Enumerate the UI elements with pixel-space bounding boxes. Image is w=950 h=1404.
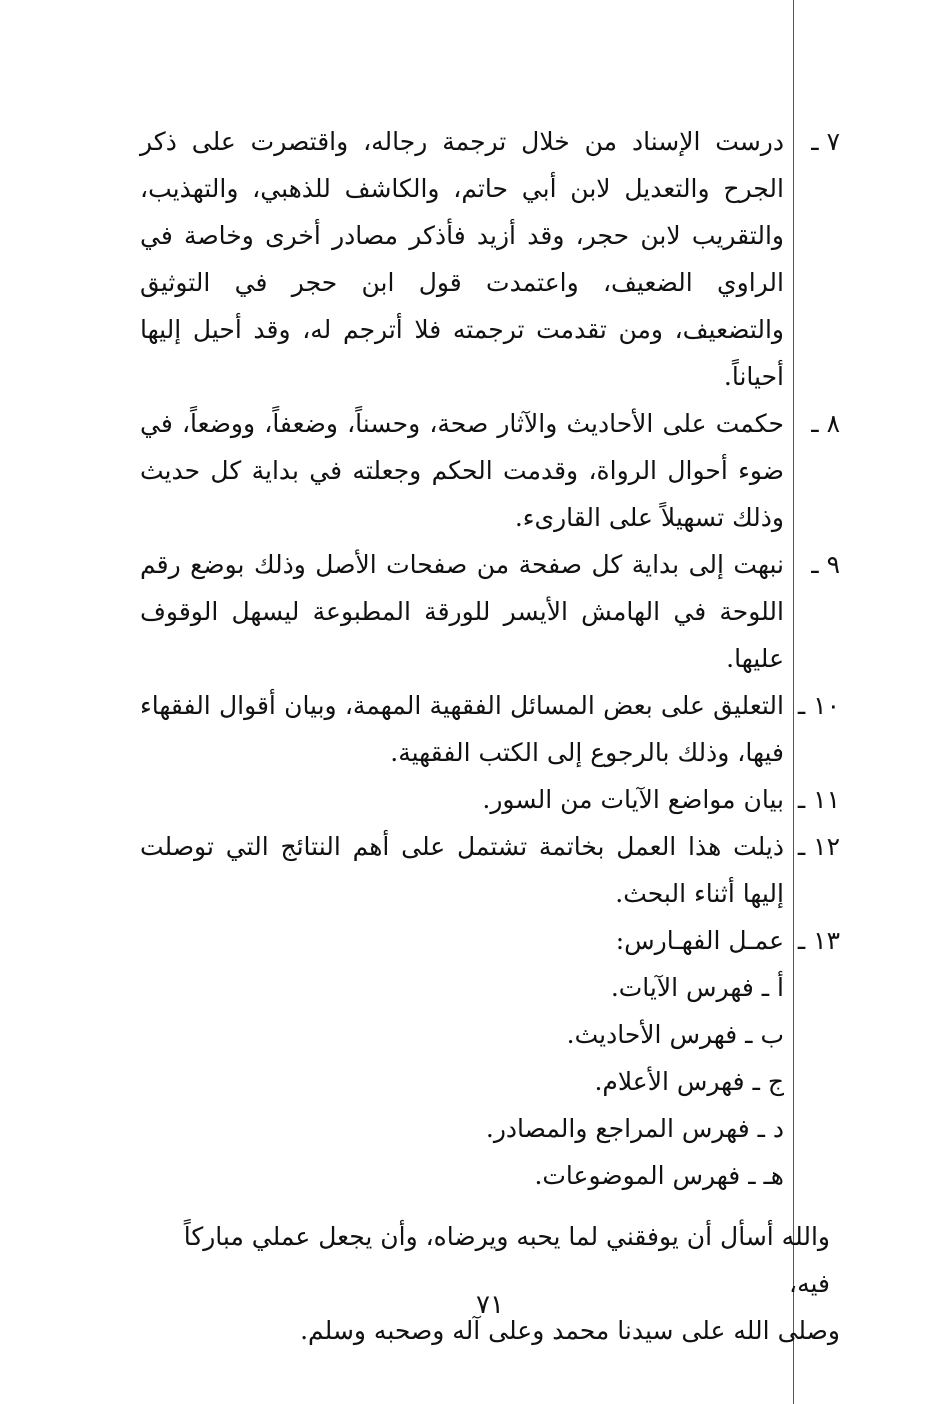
closing-line-2: وصلى الله على سيدنا محمد وعلى آله وصحبه وسلم. xyxy=(300,1316,840,1345)
list-item-13 xyxy=(140,917,840,964)
item-text: حكمت على الأحاديث والآثار صحة، وحسناً، وضعفاً، ووضعاً، في ضوء أحوال الرواة، وقدمت الحكم وجعلته في بداية كل حديث وذلك تسهيلاً على القارىء. xyxy=(140,409,784,532)
item-number: ١٢ ـ xyxy=(797,832,840,861)
item-text: نبهت إلى بداية كل صفحة من صفحات الأصل وذلك بوضع رقم اللوحة في الهامش الأيسر للورقة المطبوعة ليسهل الوقوف عليها. xyxy=(140,550,784,673)
list-item-12 xyxy=(140,823,840,917)
index-item-hadiths: ب ـ فهرس الأحاديث. xyxy=(566,1020,784,1049)
index-item-verses: أ ـ فهرس الآيات. xyxy=(610,973,784,1002)
list-item-8 xyxy=(140,400,840,541)
item-number: ١٠ ـ xyxy=(797,691,840,720)
index-list xyxy=(140,964,840,1199)
list-item-11 xyxy=(140,776,840,823)
item-text: عمـل الفهـارس: xyxy=(615,926,784,955)
item-text: التعليق على بعض المسائل الفقهية المهمة، وبيان أقوال الفقهاء فيها، وذلك بالرجوع إلى الكتب الفقهية. xyxy=(140,691,784,767)
item-number: ١١ ـ xyxy=(797,785,840,814)
list-item-7 xyxy=(140,118,840,400)
item-text: بيان مواضع الآيات من السور. xyxy=(482,785,784,814)
index-item-topics: هـ ـ فهرس الموضوعات. xyxy=(534,1161,784,1190)
page-number: ٧١ xyxy=(476,1290,504,1320)
closing-paragraph xyxy=(140,1213,840,1354)
index-item-references: د ـ فهرس المراجع والمصادر. xyxy=(485,1114,784,1143)
item-number: ٧ ـ xyxy=(811,127,840,156)
item-number: ٨ ـ xyxy=(811,409,840,438)
page-body xyxy=(140,118,840,1354)
item-text: ذيلت هذا العمل بخاتمة تشتمل على أهم النتائج التي توصلت إليها أثناء البحث. xyxy=(140,832,784,908)
item-text: درست الإسناد من خلال ترجمة رجاله، واقتصرت على ذكر الجرح والتعديل لابن أبي حاتم، والكاشف للذهبي، والتهذيب، والتقريب لابن حجر، وقد أزيد فأذكر مصادر أخرى وخاصة في الراوي الضعيف، واعتمدت قول ابن حجر في التوثيق والتضعيف، ومن تقدمت ترجمته فلا أترجم له، وقد أحيل إليها أحياناً. xyxy=(140,127,784,391)
item-number: ١٣ ـ xyxy=(797,926,840,955)
list-item-9 xyxy=(140,541,840,682)
closing-line-1: والله أسأل أن يوفقني لما يحبه ويرضاه، وأن يجعل عملي مباركاً فيه، xyxy=(183,1222,830,1298)
index-item-persons: ج ـ فهرس الأعلام. xyxy=(594,1067,784,1096)
item-number: ٩ ـ xyxy=(811,550,840,579)
list-item-10 xyxy=(140,682,840,776)
